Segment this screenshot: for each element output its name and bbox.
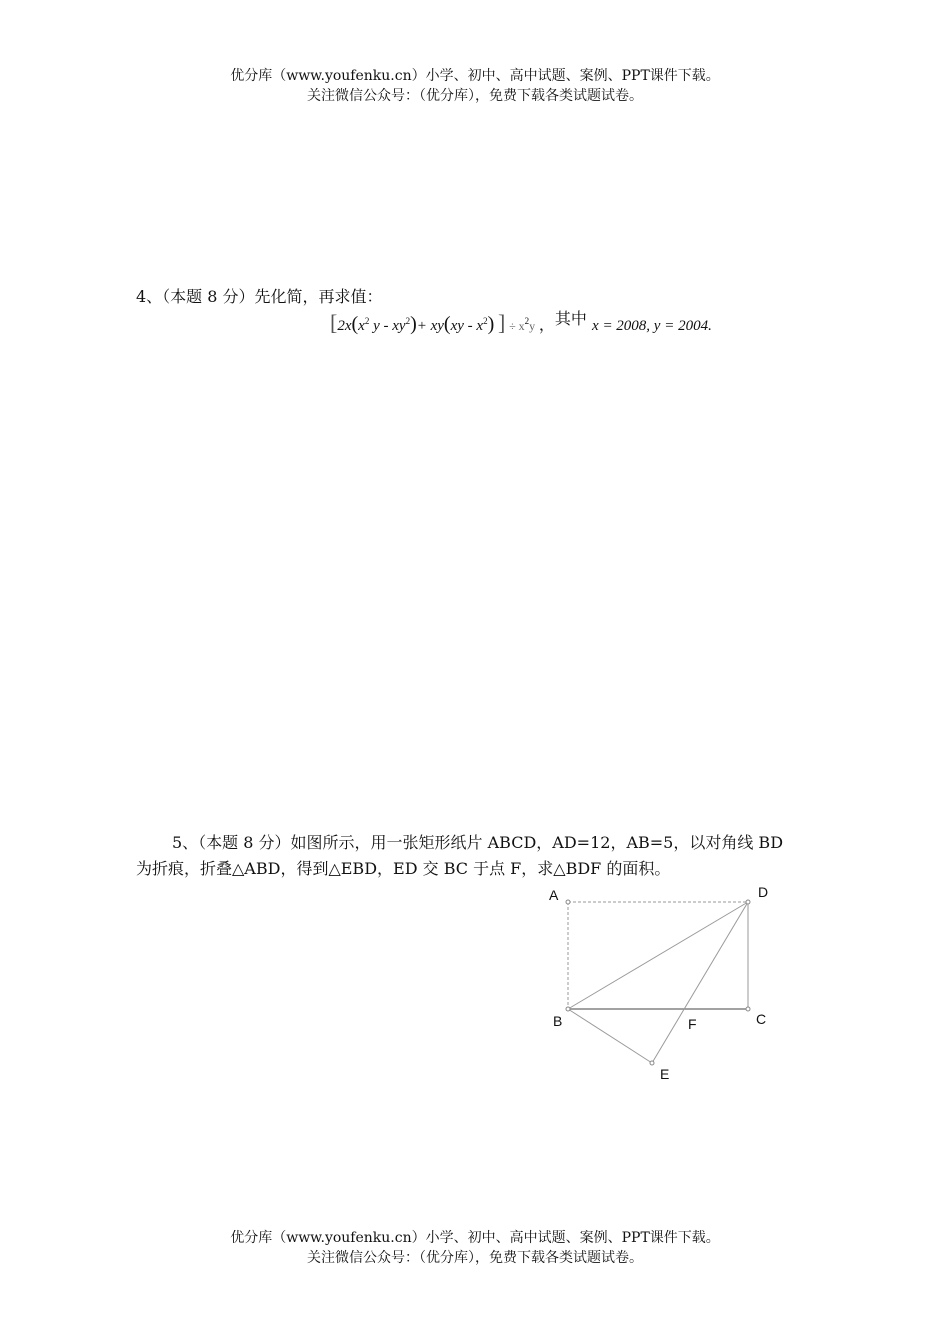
footer-line-2: 关注微信公众号：（优分库），免费下载各类试题试卷。 xyxy=(307,1250,643,1266)
expr-where: 其中 xyxy=(554,309,587,328)
segment-BE xyxy=(568,1009,652,1063)
label-A: A xyxy=(549,887,559,903)
expr-t1-y: y - xy xyxy=(373,318,406,334)
point-B xyxy=(566,1007,570,1011)
label-D: D xyxy=(758,884,769,900)
segment-BD xyxy=(568,902,748,1009)
geometry-figure xyxy=(540,880,780,1090)
expr-t2-inner: xy - x xyxy=(450,318,484,334)
question-4-expression: [$2x(x^2$ $y - xy^2)+ xy(xy - x^2)$ ] ÷ $x^2y$ ，其中 x = 2008, y = 2004. xyxy=(330,309,712,335)
footer-line-1: 优分库（www.youfenku.cn）小学、初中、高中试题、案例、PPT课件下载。 xyxy=(230,1230,720,1246)
expr-divide: ÷ x xyxy=(509,319,525,333)
expr-t2-sup: 2 xyxy=(483,316,488,326)
expr-plus: + xy xyxy=(416,318,444,334)
expr-t1-coef: 2x xyxy=(337,318,352,334)
label-F: F xyxy=(688,1016,697,1032)
question-5-line-2: 为折痕，折叠△ABD，得到△EBD，ED 交 BC 于点 F，求△BDF 的面积。 xyxy=(136,859,671,878)
header-line-1: 优分库（www.youfenku.cn）小学、初中、高中试题、案例、PPT课件下载。 xyxy=(230,68,720,84)
page-header xyxy=(0,66,950,106)
point-C xyxy=(746,1007,750,1011)
segment-ED xyxy=(652,902,748,1063)
expr-close-bracket: ] xyxy=(497,310,506,335)
page-footer xyxy=(0,1228,950,1268)
expr-t1-base: x xyxy=(358,318,365,334)
expr-condition xyxy=(592,318,712,334)
expr-t1-sup1: 2 xyxy=(364,316,370,326)
label-B: B xyxy=(553,1013,563,1029)
expr-t1-sup2: 2 xyxy=(405,316,411,326)
header-line-2: 关注微信公众号：（优分库），免费下载各类试题试卷。 xyxy=(307,88,643,104)
question-5-line-1: 5、（本题 8 分）如图所示，用一张矩形纸片 ABCD，AD=12，AB=5，以对角线 BD xyxy=(172,833,784,852)
question-4-prompt: 4、（本题 8 分）先化简，再求值： xyxy=(136,287,383,306)
label-C: C xyxy=(756,1011,767,1027)
point-D xyxy=(746,900,750,904)
point-A xyxy=(566,900,570,904)
label-E: E xyxy=(660,1066,670,1082)
expr-open-bracket: [ xyxy=(330,310,338,335)
condition-text: x = 2008, y = 2004. xyxy=(592,318,712,334)
point-E xyxy=(650,1061,654,1065)
expr-comma: ， xyxy=(538,315,555,334)
expr-div-sup: 2 xyxy=(524,316,530,326)
expr-div-y: y xyxy=(529,319,536,333)
